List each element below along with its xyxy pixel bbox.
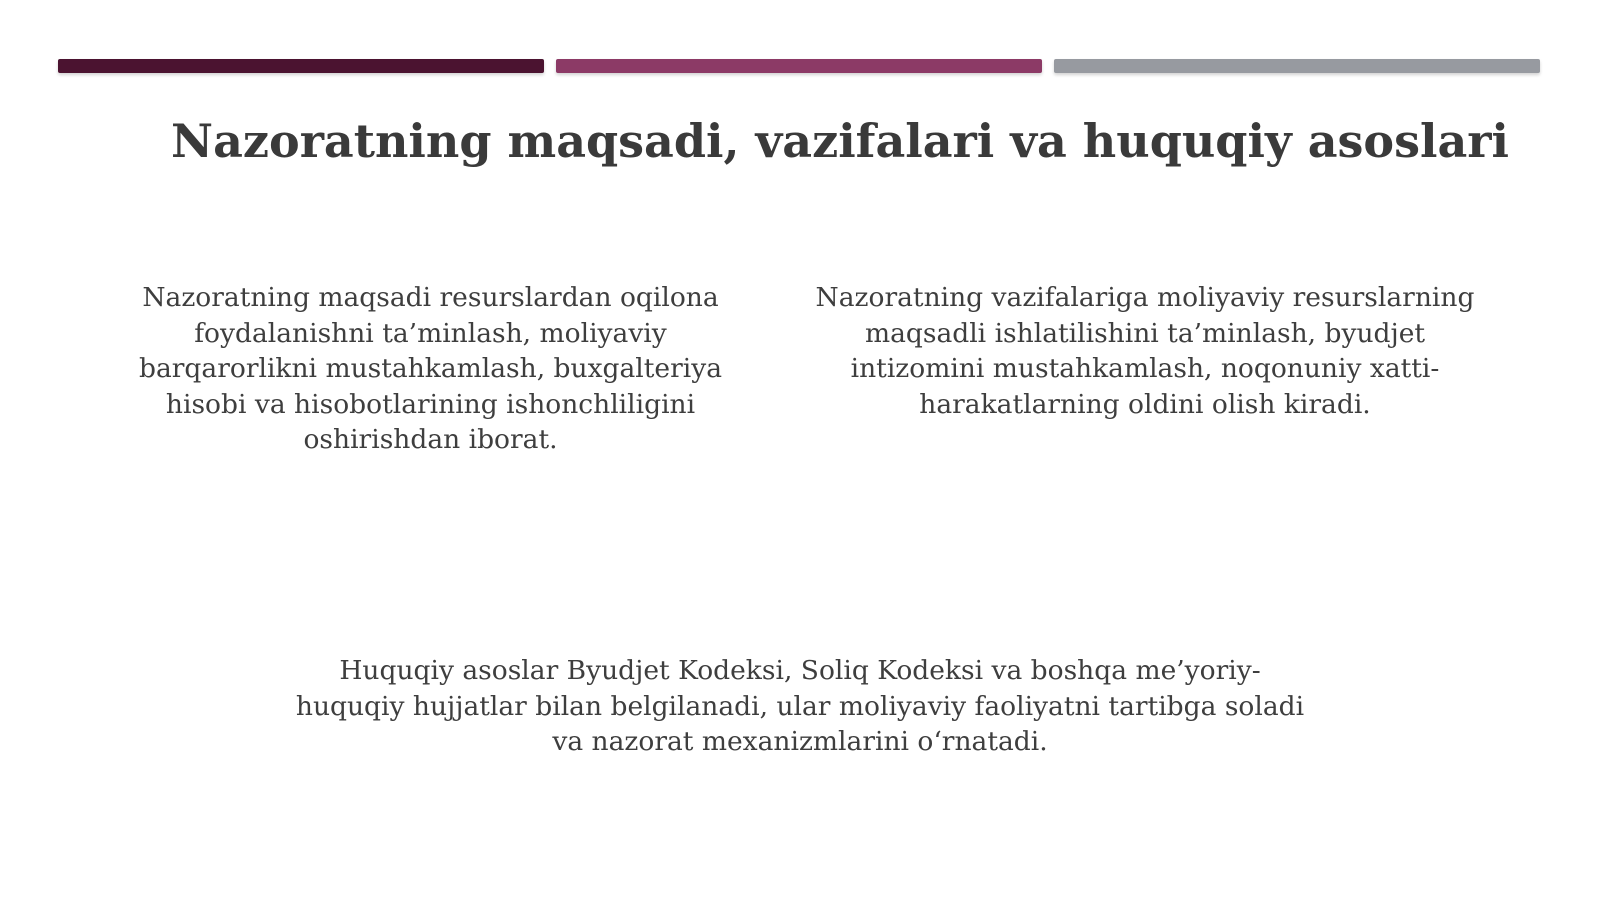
accent-bar-plum: [556, 59, 1042, 73]
legal-basis-paragraph: Huquqiy asoslar Byudjet Kodeksi, Soliq Kodeksi va boshqa me’yoriy-huquqiy hujjatlar bilan belgilanadi, ular moliyaviy faoliyatni tartibga soladi va nazorat mexanizmlarini o‘rnatadi.: [295, 655, 1305, 757]
accent-bar-dark: [58, 59, 544, 73]
slide-title: Nazoratning maqsadi, vazifalari va huquqiy asoslari: [171, 114, 1509, 168]
tasks-paragraph: Nazoratning vazifalariga moliyaviy resurslarning maqsadli ishlatilishini ta’minlash, byudjet intizomini mustahkamlash, noqonuniy xatti-harakatlarning oldini olish kiradi.: [815, 282, 1475, 420]
goal-paragraph: Nazoratning maqsadi resurslardan oqilona foydalanishni ta’minlash, moliyaviy barqarorlikni mustahkamlash, buxgalteriya hisobi va hisobotlarining ishonchliligini oshirishdan iborat.: [139, 282, 722, 455]
accent-bar-grey: [1054, 59, 1540, 73]
